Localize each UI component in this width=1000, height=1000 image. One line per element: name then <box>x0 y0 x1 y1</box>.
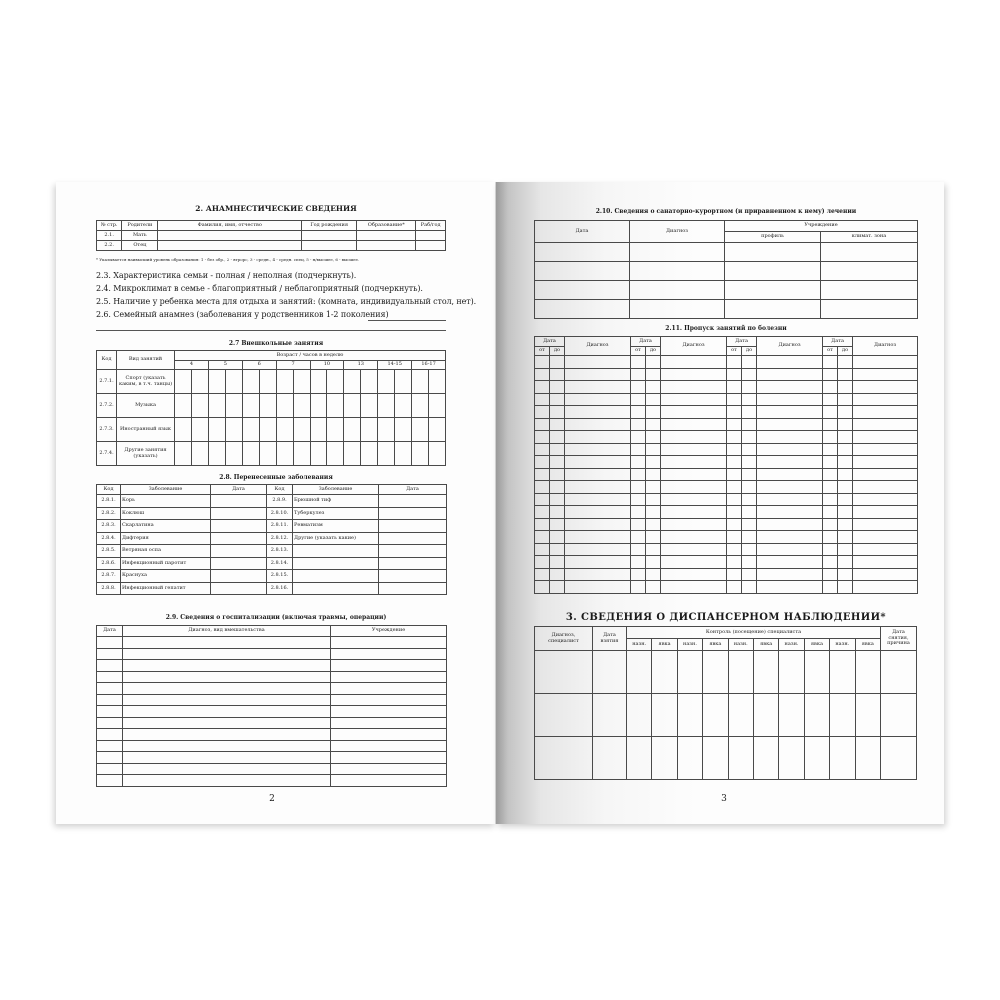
absences-from: от <box>727 347 742 356</box>
absences-from: от <box>631 347 646 356</box>
absences-header-date: Дата <box>727 337 757 347</box>
rest-place-line: 2.5. Наличие у ребенка места для отдыха и занятий: (комната, индивидуальный стол, нет). <box>96 297 477 306</box>
sanatorium-header-profile: профиль <box>725 232 821 243</box>
parents-header-name: Фамилия, имя, отчество <box>158 221 302 231</box>
activities-col-type: Вид занятий <box>117 351 175 370</box>
age-header: 16-17 <box>412 361 446 370</box>
disease-name <box>293 545 379 558</box>
disease-name: Скарлатина <box>121 520 211 533</box>
diseases-header: Дата <box>211 485 267 495</box>
visit-attended: явка <box>804 639 829 651</box>
absences-from: от <box>535 347 550 356</box>
dispensary-col-control: Контроль (посещение) специалиста <box>627 627 881 639</box>
parents-header-work: Раб/год <box>416 221 446 231</box>
absences-header-diagnosis: Диагноз <box>565 337 631 356</box>
dispensary-table <box>534 626 917 780</box>
parents-table <box>96 220 446 251</box>
parents-row-num: 2.1. <box>97 231 122 241</box>
absences-title: 2.11. Пропуск занятий по болезни <box>665 325 787 332</box>
absences-to: до <box>550 347 565 356</box>
disease-code: 2.8.3. <box>97 520 121 533</box>
visit-attended: явка <box>753 639 778 651</box>
disease-code: 2.8.13. <box>267 545 293 558</box>
dispensary-col-removal: Дата снятия, причина <box>881 627 917 651</box>
disease-name: Краснуха <box>121 570 211 583</box>
disease-code: 2.8.9. <box>267 495 293 508</box>
diseases-header: Код <box>97 485 121 495</box>
disease-code: 2.8.8. <box>97 582 121 595</box>
dispensary-title: 3. СВЕДЕНИЯ О ДИСПАНСЕРНОМ НАБЛЮДЕНИИ* <box>565 612 887 623</box>
absences-header-date: Дата <box>823 337 853 347</box>
age-header: 10 <box>310 361 344 370</box>
activity-name: Музыка <box>117 394 175 418</box>
absences-table <box>534 336 918 594</box>
activities-col-code: Код <box>97 351 117 370</box>
anamnesis-fill-line-2 <box>96 330 446 331</box>
disease-code: 2.8.15. <box>267 570 293 583</box>
absences-to: до <box>742 347 757 356</box>
disease-name: Коклюш <box>121 507 211 520</box>
activity-code: 2.7.4. <box>97 442 117 466</box>
diseases-table <box>96 484 447 595</box>
absences-to: до <box>646 347 661 356</box>
disease-name <box>293 557 379 570</box>
visit-assigned: назн. <box>830 639 855 651</box>
family-type-line: 2.3. Характеристика семьи - полная / неполная (подчеркнуть). <box>96 271 357 280</box>
disease-name: Корь <box>121 495 211 508</box>
visit-attended: явка <box>855 639 880 651</box>
parents-header-parent: Родители <box>122 221 158 231</box>
absences-header-diagnosis: Диагноз <box>757 337 823 356</box>
family-anamnesis-line: 2.6. Семейный анамнез (заболевания у родственников 1-2 поколения) <box>96 310 389 319</box>
absences-header-date: Дата <box>535 337 565 347</box>
visit-assigned: назн. <box>779 639 804 651</box>
activities-table <box>96 350 446 466</box>
hospital-header-diagnosis: Диагноз, вид вмешательства <box>123 626 331 637</box>
right-page <box>496 182 944 824</box>
dispensary-col-date: Дата взятия <box>593 627 627 651</box>
parents-row-label: Отец <box>122 241 158 251</box>
activity-name: Иностранный язык <box>117 418 175 442</box>
age-header: 14-15 <box>378 361 412 370</box>
disease-name <box>293 570 379 583</box>
absences-to: до <box>838 347 853 356</box>
disease-code: 2.8.6. <box>97 557 121 570</box>
diseases-title: 2.8. Перенесенные заболевания <box>219 474 333 481</box>
disease-code: 2.8.4. <box>97 532 121 545</box>
section-2-title: 2. АНАМНЕСТИЧЕСКИЕ СВЕДЕНИЯ <box>195 204 357 213</box>
diseases-header: Заболевание <box>293 485 379 495</box>
sanatorium-header-institution: Учреждение <box>725 221 918 232</box>
age-header: 5 <box>208 361 242 370</box>
disease-name: Инфекционный паротит <box>121 557 211 570</box>
age-header: 6 <box>242 361 276 370</box>
sanatorium-header-diagnosis: Диагноз <box>630 221 725 243</box>
parents-header-edu: Образование* <box>357 221 416 231</box>
disease-code: 2.8.16. <box>267 582 293 595</box>
diseases-header: Код <box>267 485 293 495</box>
disease-name: Ветряная оспа <box>121 545 211 558</box>
diseases-header: Заболевание <box>121 485 211 495</box>
disease-name <box>293 582 379 595</box>
age-header: 7 <box>276 361 310 370</box>
left-page <box>56 182 496 824</box>
disease-name: Туберкулез <box>293 507 379 520</box>
activity-code: 2.7.1. <box>97 370 117 394</box>
disease-code: 2.8.14. <box>267 557 293 570</box>
disease-name: Дифтерия <box>121 532 211 545</box>
sanatorium-table <box>534 220 918 319</box>
disease-code: 2.8.1. <box>97 495 121 508</box>
activity-code: 2.7.2. <box>97 394 117 418</box>
disease-code: 2.8.2. <box>97 507 121 520</box>
sanatorium-title: 2.10. Сведения о санаторно-курортном (и приравненном к нему) лечении <box>595 208 857 215</box>
age-header: 4 <box>175 361 209 370</box>
diseases-header: Дата <box>379 485 447 495</box>
parents-row-num: 2.2. <box>97 241 122 251</box>
parents-row-label: Мать <box>122 231 158 241</box>
sanatorium-header-date: Дата <box>535 221 630 243</box>
disease-code: 2.8.7. <box>97 570 121 583</box>
page-number-right: 3 <box>721 794 727 804</box>
page-number-left: 2 <box>269 794 275 804</box>
visit-assigned: назн. <box>677 639 702 651</box>
disease-code: 2.8.11. <box>267 520 293 533</box>
disease-code: 2.8.5. <box>97 545 121 558</box>
activities-col-age: Возраст / часов в неделю <box>175 351 446 361</box>
hospital-title: 2.9. Сведения о госпитализации (включая травмы, операции) <box>165 614 387 621</box>
disease-name: Другие (указать какие) <box>293 532 379 545</box>
disease-code: 2.8.12. <box>267 532 293 545</box>
parents-header-num: № стр. <box>97 221 122 231</box>
activity-code: 2.7.3. <box>97 418 117 442</box>
absences-header-diagnosis: Диагноз <box>853 337 918 356</box>
anamnesis-fill-line <box>368 320 446 321</box>
visit-attended: явка <box>652 639 677 651</box>
absences-header-date: Дата <box>631 337 661 347</box>
parents-header-birth: Год рождения <box>302 221 357 231</box>
disease-name: Ревматизм <box>293 520 379 533</box>
visit-assigned: назн. <box>627 639 652 651</box>
hospital-header-date: Дата <box>97 626 123 637</box>
absences-from: от <box>823 347 838 356</box>
absences-header-diagnosis: Диагноз <box>661 337 727 356</box>
disease-code: 2.8.10. <box>267 507 293 520</box>
disease-name: Брюшной тиф <box>293 495 379 508</box>
education-footnote: * Указывается наивысший уровень образования: 1 - без обр., 2 - втрорс, 3 - средн., 4 - средн. спец, 5 - н/высшее, 6 - высшее. <box>96 257 360 262</box>
activity-name: Другие занятия (указать) <box>117 442 175 466</box>
sanatorium-header-climate: климат. зона <box>821 232 918 243</box>
activity-name: Спорт (указать каким, в т.ч. танцы) <box>117 370 175 394</box>
visit-assigned: назн. <box>728 639 753 651</box>
disease-name: Инфекционный гепатит <box>121 582 211 595</box>
activities-title: 2.7 Внешкольные занятия <box>228 340 324 347</box>
hospital-table <box>96 625 447 787</box>
family-climate-line: 2.4. Микроклимат в семье - благоприятный / неблагоприятный (подчеркнуть). <box>96 284 423 293</box>
age-header: 13 <box>344 361 378 370</box>
hospital-header-institution: Учреждение <box>331 626 447 637</box>
visit-attended: явка <box>703 639 728 651</box>
dispensary-col-diagnosis: Диагноз, специалист <box>535 627 593 651</box>
